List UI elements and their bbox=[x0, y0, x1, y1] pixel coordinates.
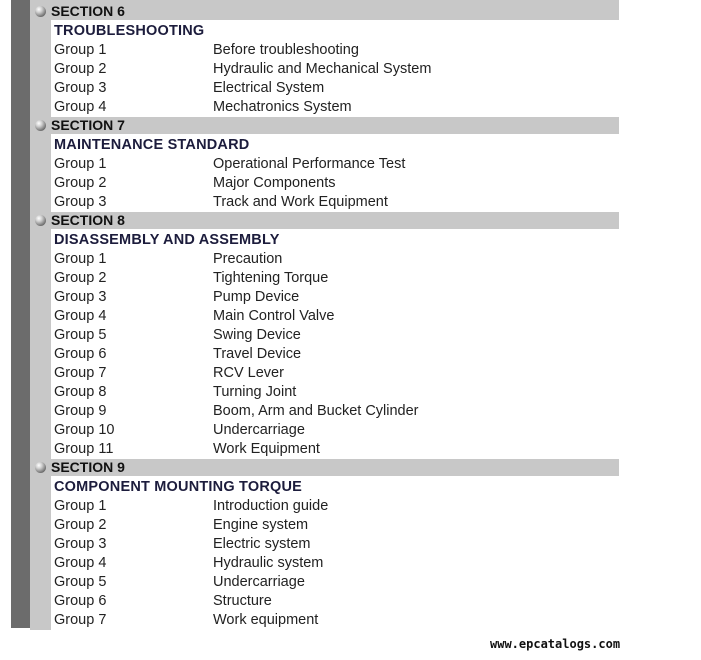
group-number: Group 3 bbox=[54, 80, 107, 96]
group-number: Group 2 bbox=[54, 61, 107, 77]
group-number: Group 10 bbox=[54, 422, 115, 438]
group-number: Group 6 bbox=[54, 593, 107, 609]
section-header bbox=[30, 212, 619, 229]
section-number: SECTION 9 bbox=[51, 459, 125, 475]
toc-row[interactable] bbox=[54, 307, 619, 326]
group-name: Boom, Arm and Bucket Cylinder bbox=[213, 403, 419, 419]
section-title: MAINTENANCE STANDARD bbox=[54, 137, 250, 153]
group-name: Work equipment bbox=[213, 612, 319, 628]
group-number: Group 9 bbox=[54, 403, 107, 419]
section-block bbox=[30, 231, 619, 459]
toc-row[interactable] bbox=[54, 326, 619, 345]
table-of-contents bbox=[30, 3, 619, 630]
toc-row[interactable] bbox=[54, 269, 619, 288]
indent-bar bbox=[30, 229, 51, 459]
toc-row[interactable] bbox=[54, 440, 619, 459]
section-number: SECTION 7 bbox=[51, 117, 125, 133]
toc-row[interactable] bbox=[54, 174, 619, 193]
toc-row[interactable] bbox=[54, 345, 619, 364]
group-number: Group 3 bbox=[54, 536, 107, 552]
indent-bar bbox=[30, 20, 51, 117]
group-number: Group 8 bbox=[54, 384, 107, 400]
group-number: Group 11 bbox=[54, 441, 114, 457]
group-name: Electrical System bbox=[213, 80, 325, 96]
section-block bbox=[30, 136, 619, 212]
toc-row[interactable] bbox=[54, 41, 619, 60]
group-name: Undercarriage bbox=[213, 422, 305, 438]
toc-row[interactable] bbox=[54, 497, 619, 516]
group-number: Group 1 bbox=[54, 251, 107, 267]
group-number: Group 3 bbox=[54, 194, 107, 210]
toc-row[interactable] bbox=[54, 402, 619, 421]
toc-row[interactable] bbox=[54, 98, 619, 117]
group-name: Tightening Torque bbox=[213, 270, 329, 286]
toc-row[interactable] bbox=[54, 250, 619, 269]
group-name: Main Control Valve bbox=[213, 308, 335, 324]
section-title: TROUBLESHOOTING bbox=[54, 23, 205, 39]
section-block bbox=[30, 22, 619, 117]
group-name: Travel Device bbox=[213, 346, 302, 362]
group-number: Group 6 bbox=[54, 346, 107, 362]
toc-row[interactable] bbox=[54, 60, 619, 79]
sphere-bullet-icon bbox=[35, 215, 46, 226]
group-number: Group 7 bbox=[54, 365, 107, 381]
group-number: Group 2 bbox=[54, 270, 107, 286]
group-number: Group 7 bbox=[54, 612, 107, 628]
group-name: Before troubleshooting bbox=[213, 42, 359, 58]
section-header bbox=[30, 3, 619, 20]
group-name: Operational Performance Test bbox=[213, 156, 406, 172]
section-header bbox=[30, 117, 619, 134]
group-number: Group 4 bbox=[54, 308, 107, 324]
group-name: Introduction guide bbox=[213, 498, 329, 514]
toc-row[interactable] bbox=[54, 383, 619, 402]
group-name: Mechatronics System bbox=[213, 99, 352, 115]
left-margin-bar bbox=[11, 0, 30, 628]
group-number: Group 1 bbox=[54, 42, 107, 58]
group-name: Pump Device bbox=[213, 289, 300, 305]
toc-row[interactable] bbox=[54, 421, 619, 440]
group-number: Group 1 bbox=[54, 156, 107, 172]
group-name: Hydraulic system bbox=[213, 555, 324, 571]
indent-bar bbox=[30, 476, 51, 630]
toc-row[interactable] bbox=[54, 193, 619, 212]
section-number: SECTION 8 bbox=[51, 212, 125, 228]
toc-row[interactable] bbox=[54, 79, 619, 98]
toc-row[interactable] bbox=[54, 155, 619, 174]
toc-row[interactable] bbox=[54, 592, 619, 611]
section-header bbox=[30, 459, 619, 476]
section-title: DISASSEMBLY AND ASSEMBLY bbox=[54, 232, 280, 248]
group-number: Group 4 bbox=[54, 99, 107, 115]
toc-row[interactable] bbox=[54, 554, 619, 573]
toc-row[interactable] bbox=[54, 535, 619, 554]
section-title: COMPONENT MOUNTING TORQUE bbox=[54, 479, 303, 495]
group-name: Track and Work Equipment bbox=[213, 194, 388, 210]
group-name: Swing Device bbox=[213, 327, 301, 343]
group-number: Group 5 bbox=[54, 574, 107, 590]
group-number: Group 2 bbox=[54, 517, 107, 533]
group-name: Structure bbox=[213, 593, 272, 609]
toc-row[interactable] bbox=[54, 288, 619, 307]
sphere-bullet-icon bbox=[35, 462, 46, 473]
group-number: Group 5 bbox=[54, 327, 107, 343]
indent-bar bbox=[30, 134, 51, 212]
group-name: RCV Lever bbox=[213, 365, 284, 381]
group-name: Major Components bbox=[213, 175, 336, 191]
group-number: Group 3 bbox=[54, 289, 107, 305]
group-name: Electric system bbox=[213, 536, 311, 552]
group-name: Turning Joint bbox=[213, 384, 297, 400]
sphere-bullet-icon bbox=[35, 120, 46, 131]
group-name: Precaution bbox=[213, 251, 283, 267]
group-number: Group 4 bbox=[54, 555, 107, 571]
group-number: Group 1 bbox=[54, 498, 107, 514]
toc-row[interactable] bbox=[54, 364, 619, 383]
toc-row[interactable] bbox=[54, 611, 619, 630]
group-name: Work Equipment bbox=[213, 441, 320, 457]
section-number: SECTION 6 bbox=[51, 3, 125, 19]
group-name: Hydraulic and Mechanical System bbox=[213, 61, 432, 77]
sphere-bullet-icon bbox=[35, 6, 46, 17]
section-block bbox=[30, 478, 619, 630]
group-number: Group 2 bbox=[54, 175, 107, 191]
group-name: Engine system bbox=[213, 517, 309, 533]
group-name: Undercarriage bbox=[213, 574, 305, 590]
toc-row[interactable] bbox=[54, 573, 619, 592]
watermark-url: www.epcatalogs.com bbox=[490, 637, 621, 651]
toc-row[interactable] bbox=[54, 516, 619, 535]
